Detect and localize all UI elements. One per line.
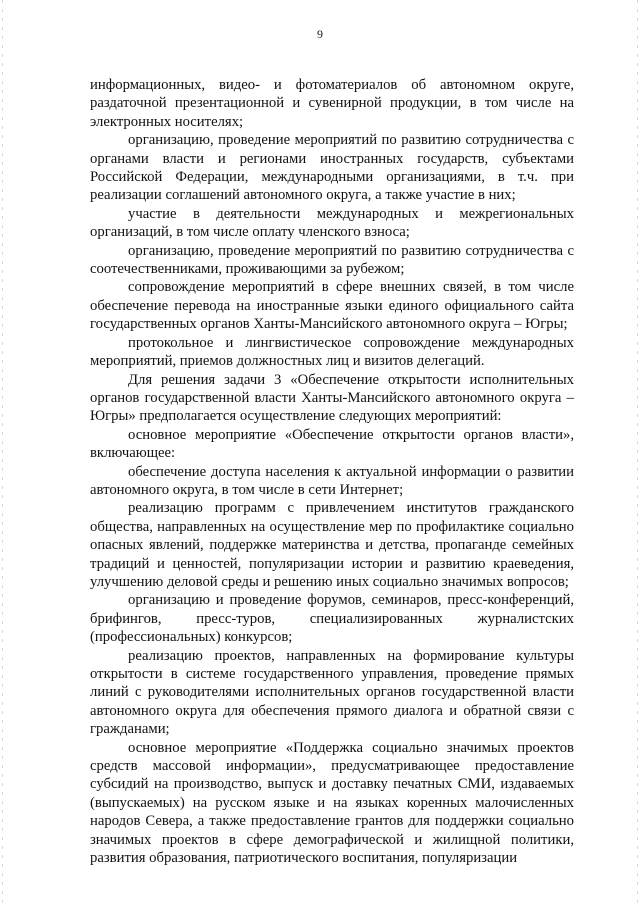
paragraph: реализацию проектов, направленных на формирование культуры открытости в системе государственного управления, проведение прямых линий с руководителями исполнительных органов государственной власти автономного округа для обеспечения прямого диалога и обратной связи с гражданами; [90, 647, 574, 738]
paragraph: организацию, проведение мероприятий по развитию сотрудничества с соотечественниками, проживающими за рубежом; [90, 242, 574, 278]
paragraph: обеспечение доступа населения к актуальной информации о развитии автономного округа, в том числе в сети Интернет; [90, 463, 574, 498]
paragraph: Для решения задачи 3 «Обеспечение открытости исполнительных органов государственной власти Ханты-Мансийского автономного округа – Югры» предполагается осуществление следующих мероприятий: [90, 371, 574, 425]
scan-edge-left [2, 0, 3, 905]
paragraph: реализацию программ с привлечением институтов гражданского общества, направленных на осуществление мер по профилактике социально опасных явлений, поддержке материнства и детства, пропаганде семейных традиций и ценностей, популяризации истории и развитию краеведения, улучшению деловой среды и решению иных социально значимых вопросов; [90, 500, 574, 590]
paragraph: информационных, видео- и фотоматериалов об автономном округе, раздаточной презентационной и сувенирной продукции, в том числе на электронных носителях; [90, 77, 574, 130]
body-text [90, 76, 574, 867]
paragraph: сопровождение мероприятий в сфере внешних связей, в том числе обеспечение перевода на иностранные языки единого официального сайта государственных органов Ханты-Мансийского автономного округа – Югры; [90, 279, 574, 333]
paragraph: основное мероприятие «Поддержка социально значимых проектов средств массовой информации», предусматривающее предоставление субсидий на производство, выпуск и доставку печатных СМИ, издаваемых (выпускаемых) на русском языке и на языках коренных малочисленных народов Севера, а также предоставление грантов для поддержки социально значимых проектов в сфере демографической и жилищной политики, развития образования, патриотического воспитания, популяризации [90, 739, 574, 867]
paragraph: организацию, проведение мероприятий по развитию сотрудничества с органами власти и регионами иностранных государств, субъектами Российской Федерации, международными организациями, в т.ч. при реализации соглашений автономного округа, а также участие в них; [90, 132, 574, 204]
page-number: 9 [317, 27, 323, 41]
paragraph: участие в деятельности международных и межрегиональных организаций, в том числе оплату членского взноса; [90, 205, 574, 241]
paragraph: организацию и проведение форумов, семинаров, пресс-конференций, брифингов, пресс-туров, специализированных журналистских (профессиональных) конкурсов; [90, 592, 574, 646]
scan-edge-right [637, 0, 638, 905]
paragraph: основное мероприятие «Обеспечение открытости органов власти», включающее: [90, 426, 574, 462]
paragraph: протокольное и лингвистическое сопровождение международных мероприятий, приемов должностных лиц и визитов делегаций. [90, 334, 574, 370]
